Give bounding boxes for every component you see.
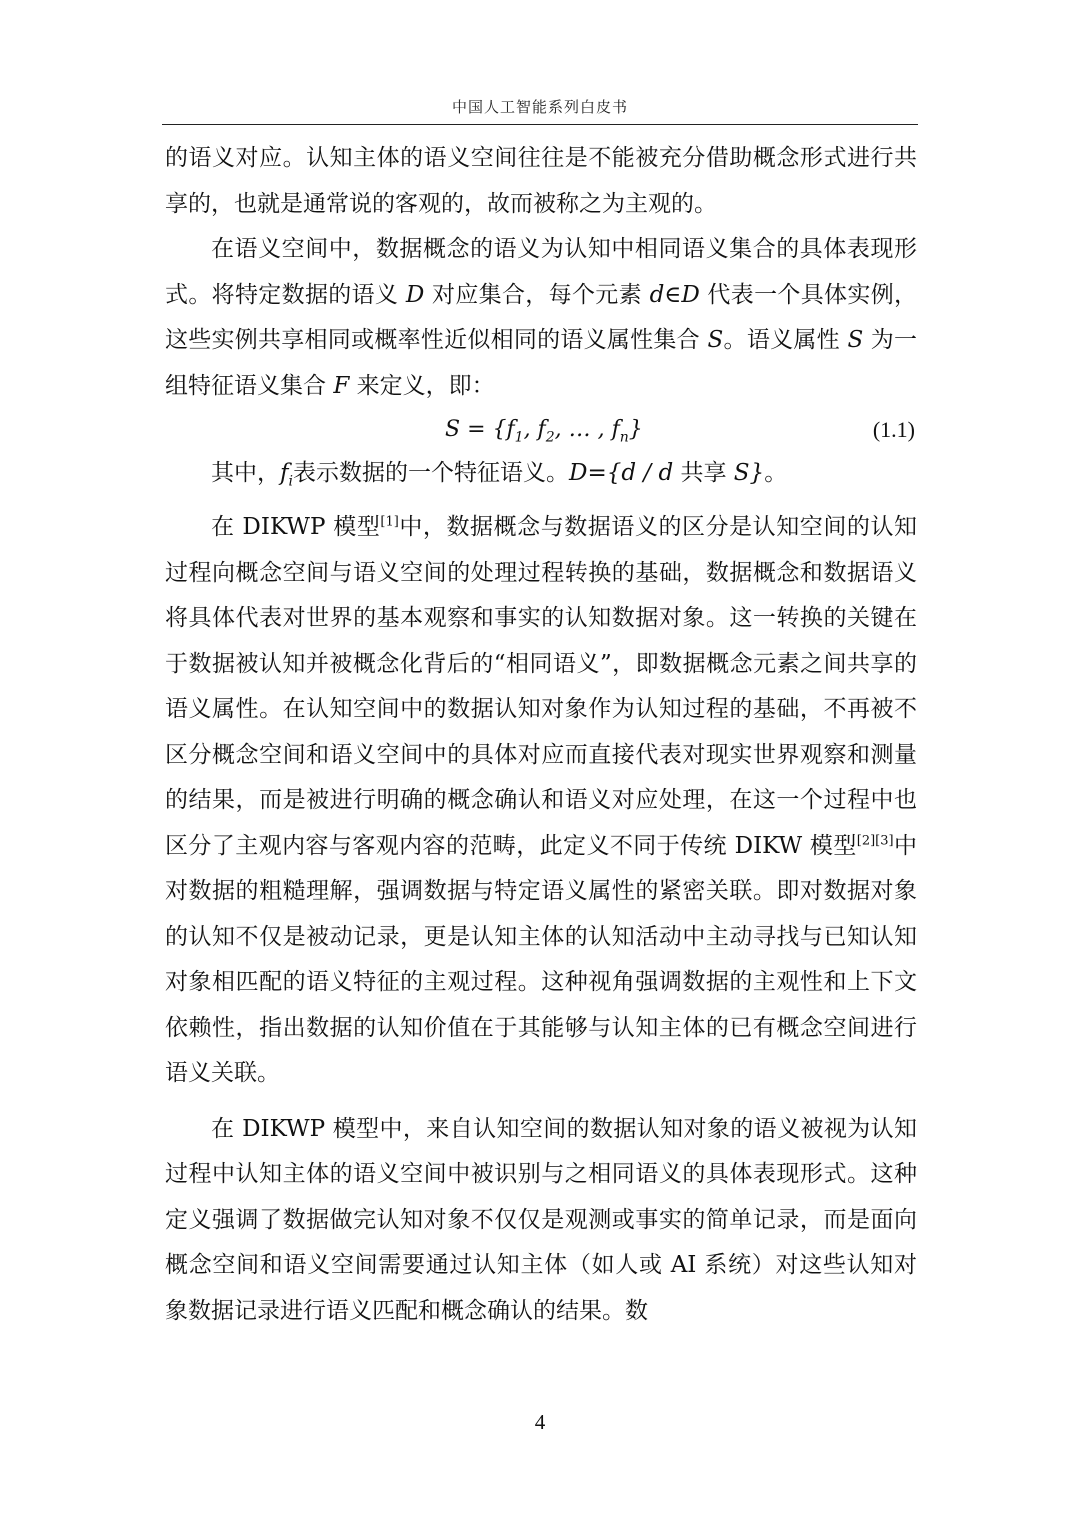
variable: D: [405, 281, 425, 308]
variable: F: [333, 372, 350, 399]
page-number: 4: [534, 1410, 546, 1434]
citation-ref[interactable]: [1]: [380, 514, 399, 530]
paragraph-semantic-space: 在语义空间中，数据概念的语义为认知中相同语义集合的具体表现形式。将特定数据的语义 D 对应集合，每个元素 d∈D 代表一个具体实例，这些实例共享相同或概率性近似相同的语义属性集合 S。语义属性 S 为一组特征语义集合 F 来定义，即：: [165, 236, 918, 399]
paragraph-dikwp-data: 在 DIKWP 模型[1]中，数据概念与数据语义的区分是认知空间的认知过程向概念空间与语义空间的处理过程转换的基础，数据概念和数据语义将具体代表对世界的基本观察和事实的认知数据对象。这一转换的关键在于数据被认知并被概念化背后的“相同语义”，即数据概念元素之间共享的语义属性。在认知空间中的数据认知对象作为认知过程的基础，不再被不区分概念空间和语义空间中的具体对应而直接代表对现实世界观察和测量的结果，而是被进行明确的概念确认和语义对应处理，在这一个过程中也区分了主观内容与客观内容的范畴，此定义不同于传统 DIKW 模型[2][3]中对数据的粗糙理解，强调数据与特定语义属性的紧密关联。即对数据对象的认知不仅是被动记录，更是认知主体的认知活动中主动寻找与已知认知对象相匹配的语义特征的主观过程。这种视角强调数据的主观性和上下文依赖性，指出数据的认知价值在于其能够与认知主体的已有概念空间进行语义关联。: [165, 514, 918, 1087]
equation: $S = \{f_1$, $f_2$, … , $f_n$}: [445, 417, 643, 446]
variable: S: [847, 327, 864, 353]
variable: D={d / d: [569, 460, 674, 486]
variable: S}: [733, 460, 765, 486]
paragraph-continuation: 的语义对应。认知主体的语义空间往往是不能被充分借助概念形式进行共享的，也就是通常说的客观的，故而被称之为主观的。: [165, 145, 917, 217]
paragraph-dikwp-semantics: 在 DIKWP 模型中，来自认知空间的数据认知对象的语义被视为认知过程中认知主体的语义空间中被识别与之相同语义的具体表现形式。这种定义强调了数据做完认知对象不仅仅是观测或事实的简单记录，而是面向概念空间和语义空间需要通过认知主体（如人或 AI 系统）对这些认知对象数据记录进行语义匹配和概念确认的结果。数: [165, 1115, 917, 1324]
equation-row: [165, 409, 917, 451]
variable: d∈D: [649, 281, 700, 308]
running-header: 中国人工智能系列白皮书: [451, 98, 628, 116]
equation-number: (1.1): [872, 417, 915, 442]
citation-ref[interactable]: [2][3]: [856, 832, 894, 848]
paragraph-definition: 其中，$f_i$表示数据的一个特征语义。D={d / d 共享 S}。: [211, 460, 788, 490]
page-body: [165, 136, 917, 1334]
variable: S: [707, 327, 724, 353]
header-divider: [162, 124, 918, 125]
variable: f: [280, 460, 289, 486]
